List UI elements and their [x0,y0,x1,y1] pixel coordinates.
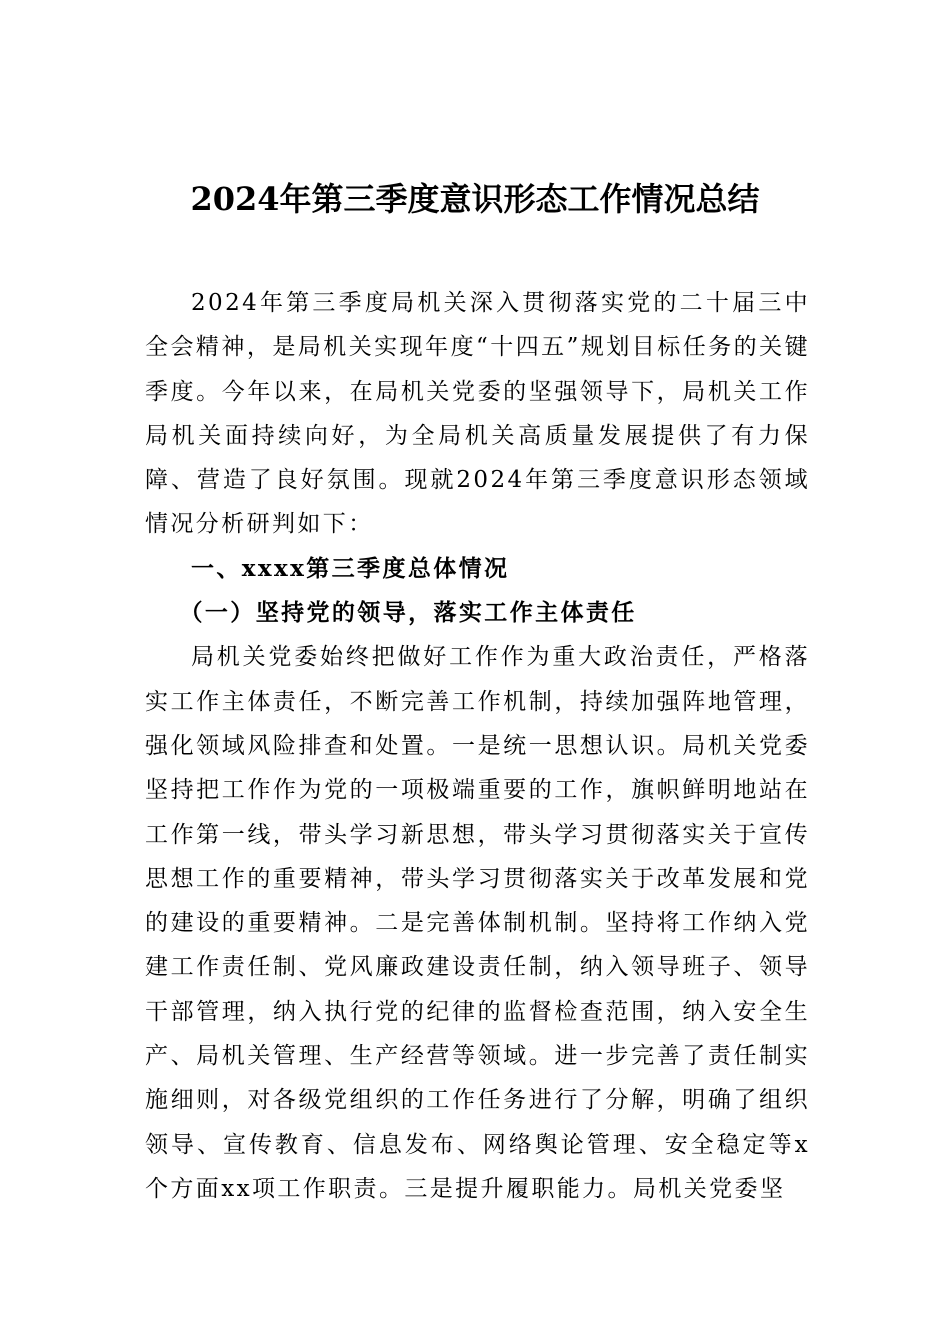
body-paragraph: 局机关党委始终把做好工作作为重大政治责任，严格落实工作主体责任，不断完善工作机制，持续加强阵地管理，强化领域风险排查和处置。一是统一思想认识。局机关党委坚持把工作作为党的一项极端重要的工作，旗帜鲜明地站在工作第一线，带头学习新思想，带头学习贯彻落实关于宣传思想工作的重要精神，带头学习贯彻落实关于改革发展和党的建设的重要精神。二是完善体制机制。坚持将工作纳入党建工作责任制、党风廉政建设责任制，纳入领导班子、领导干部管理，纳入执行党的纪律的监督检查范围，纳入安全生产、局机关管理、生产经营等领域。进一步完善了责任制实施细则，对各级党组织的工作任务进行了分解，明确了组织领导、宣传教育、信息发布、网络舆论管理、安全稳定等x个方面xx项工作职责。三是提升履职能力。局机关党委坚 [145,644,810,1202]
subsection-heading: （一）坚持党的领导，落实工作主体责任 [179,599,637,627]
document-body [145,281,810,1211]
section-heading: 一、xxxx第三季度总体情况 [191,554,510,582]
intro-paragraph: 2024年第三季度局机关深入贯彻落实党的二十届三中全会精神，是局机关实现年度“十四五”规划目标任务的关键季度。今年以来，在局机关党委的坚强领导下，局机关工作局机关面持续向好，为全局机关高质量发展提供了有力保障、营造了良好氛围。现就2024年第三季度意识形态领域情况分析研判如下： [145,290,810,538]
document-title: 2024年第三季度意识形态工作情况总结 [190,180,760,218]
